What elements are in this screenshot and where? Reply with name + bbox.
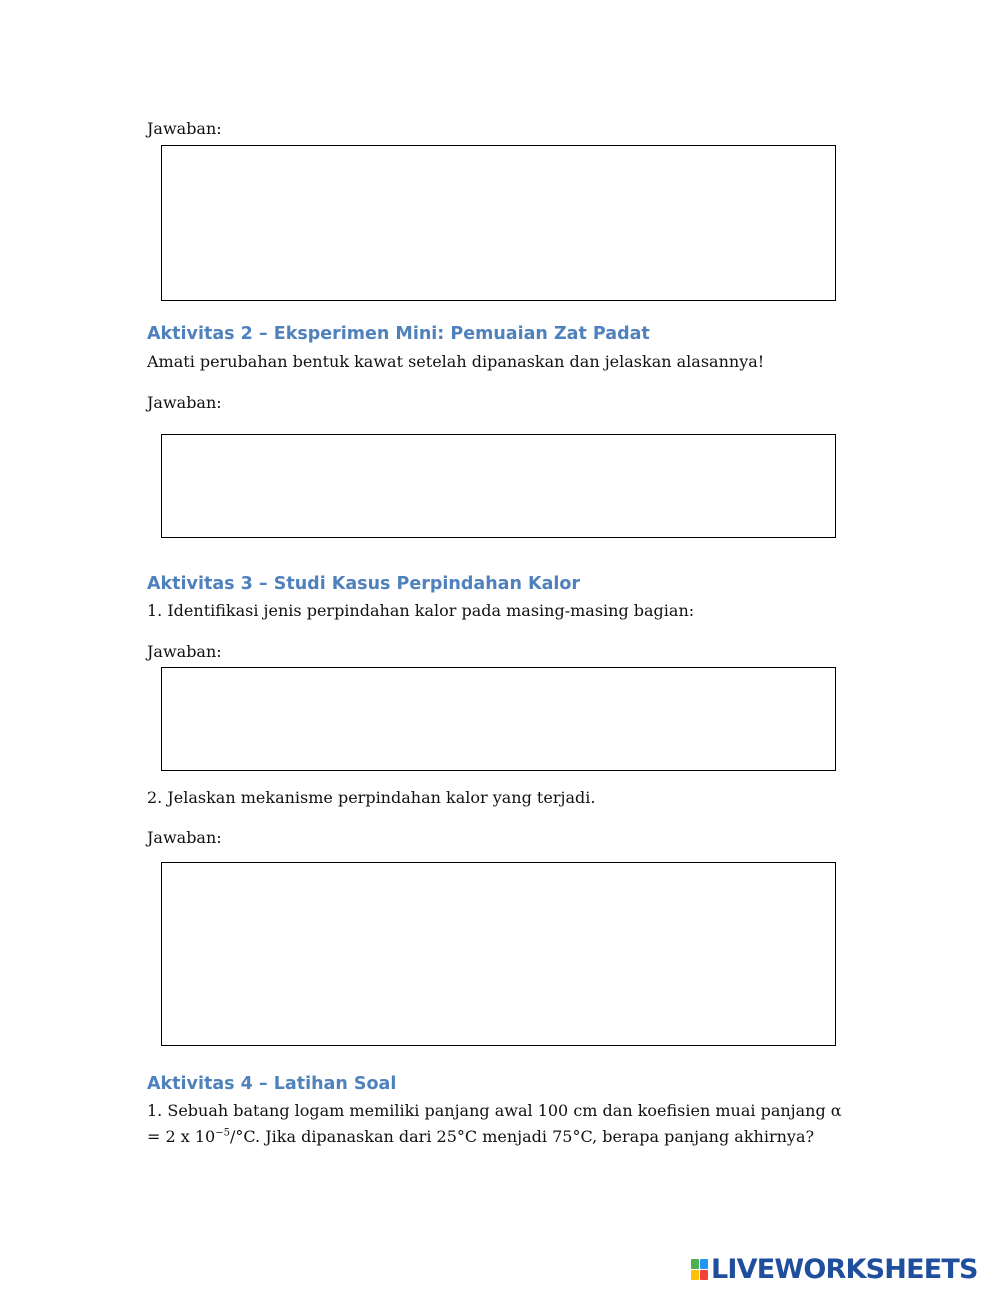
activity-3-question-2: 2. Jelaskan mekanisme perpindahan kalor yang terjadi. [147, 788, 596, 807]
answer-label-activity-3-q2: Jawaban: [147, 828, 222, 847]
liveworksheets-logo [691, 1256, 978, 1284]
activity-4-question-1 [147, 1098, 847, 1150]
live-blocks-icon [691, 1259, 708, 1281]
answer-box-top[interactable] [161, 145, 836, 301]
answer-label-top: Jawaban: [147, 119, 222, 138]
answer-label-activity-3-q1: Jawaban: [147, 642, 222, 661]
answer-box-activity-2[interactable] [161, 434, 836, 538]
question-1-text-part1: 1. Sebuah batang logam memiliki panjang awal 100 cm dan koefisien muai panjang α = 2 x [147, 1101, 842, 1146]
question-1-base: 10 [194, 1127, 216, 1146]
answer-label-activity-2: Jawaban: [147, 393, 222, 412]
activity-4-title: Aktivitas 4 – Latihan Soal [147, 1074, 397, 1094]
question-1-text-part2: /°C. Jika dipanaskan dari 25°C menjadi 75°C, berapa panjang akhirnya? [229, 1127, 815, 1146]
activity-3-question-1: 1. Identifikasi jenis perpindahan kalor pada masing-masing bagian: [147, 601, 695, 620]
answer-box-activity-3-q2[interactable] [161, 862, 836, 1046]
activity-2-title: Aktivitas 2 – Eksperimen Mini: Pemuaian Zat Padat [147, 324, 650, 344]
question-1-exponent: −5 [215, 1127, 230, 1139]
activity-2-instruction: Amati perubahan bentuk kawat setelah dipanaskan dan jelaskan alasannya! [147, 352, 765, 371]
activity-3-title: Aktivitas 3 – Studi Kasus Perpindahan Kalor [147, 574, 581, 594]
logo-text: LIVEWORKSHEETS [711, 1254, 978, 1285]
answer-box-activity-3-q1[interactable] [161, 667, 836, 771]
